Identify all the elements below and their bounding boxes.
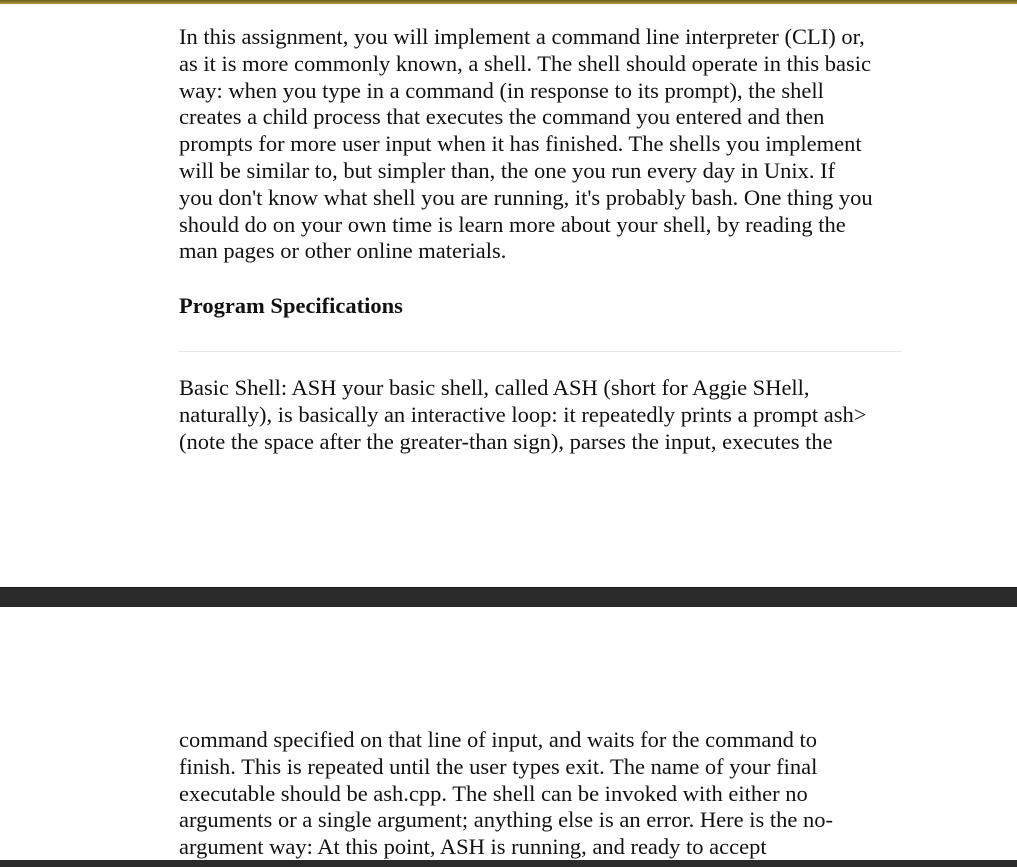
intro-paragraph bbox=[179, 24, 903, 265]
text-line: Basic Shell: ASH your basic shell, called ASH (short for Aggie SHell, bbox=[179, 375, 810, 400]
text-line: arguments or a single argument; anything else is an error. Here is the no- bbox=[179, 807, 833, 833]
document-page-2 bbox=[0, 607, 1017, 860]
text-line: you don't know what shell you are running, it's probably bash. One thing you bbox=[179, 184, 873, 210]
basic-shell-paragraph bbox=[179, 375, 903, 455]
section-heading: Program Specifications bbox=[179, 293, 403, 318]
document-page-1 bbox=[0, 4, 1017, 587]
text-line: should do on your own time is learn more about your shell, by reading the bbox=[179, 211, 846, 237]
text-line: argument way: At this point, ASH is running, and ready to accept bbox=[179, 834, 767, 860]
text-line: command specified on that line of input, and waits for the command to bbox=[179, 727, 817, 752]
text-line: prompts for more user input when it has finished. The shells you implement bbox=[179, 131, 862, 157]
continued-paragraph bbox=[179, 727, 903, 860]
text-line: way: when you type in a command (in response to its prompt), the shell bbox=[179, 77, 824, 103]
text-line: naturally), is basically an interactive loop: it repeatedly prints a prompt ash> bbox=[179, 401, 867, 427]
text-line: man pages or other online materials. bbox=[179, 238, 507, 264]
text-line: (note the space after the greater-than sign), parses the input, executes the bbox=[179, 428, 833, 454]
section-divider bbox=[178, 351, 902, 352]
text-line: will be similar to, but simpler than, the one you run every day in Unix. If bbox=[179, 157, 836, 183]
page-separator bbox=[0, 587, 1017, 607]
text-line: creates a child process that executes the command you entered and then bbox=[179, 104, 825, 130]
bottom-page-separator bbox=[0, 860, 1017, 867]
text-line: executable should be ash.cpp. The shell can be invoked with either no bbox=[179, 780, 808, 806]
text-line: as it is more commonly known, a shell. The shell should operate in this basic bbox=[179, 50, 871, 76]
text-line: finish. This is repeated until the user types exit. The name of your final bbox=[179, 753, 818, 779]
text-line: In this assignment, you will implement a command line interpreter (CLI) or, bbox=[179, 24, 865, 49]
